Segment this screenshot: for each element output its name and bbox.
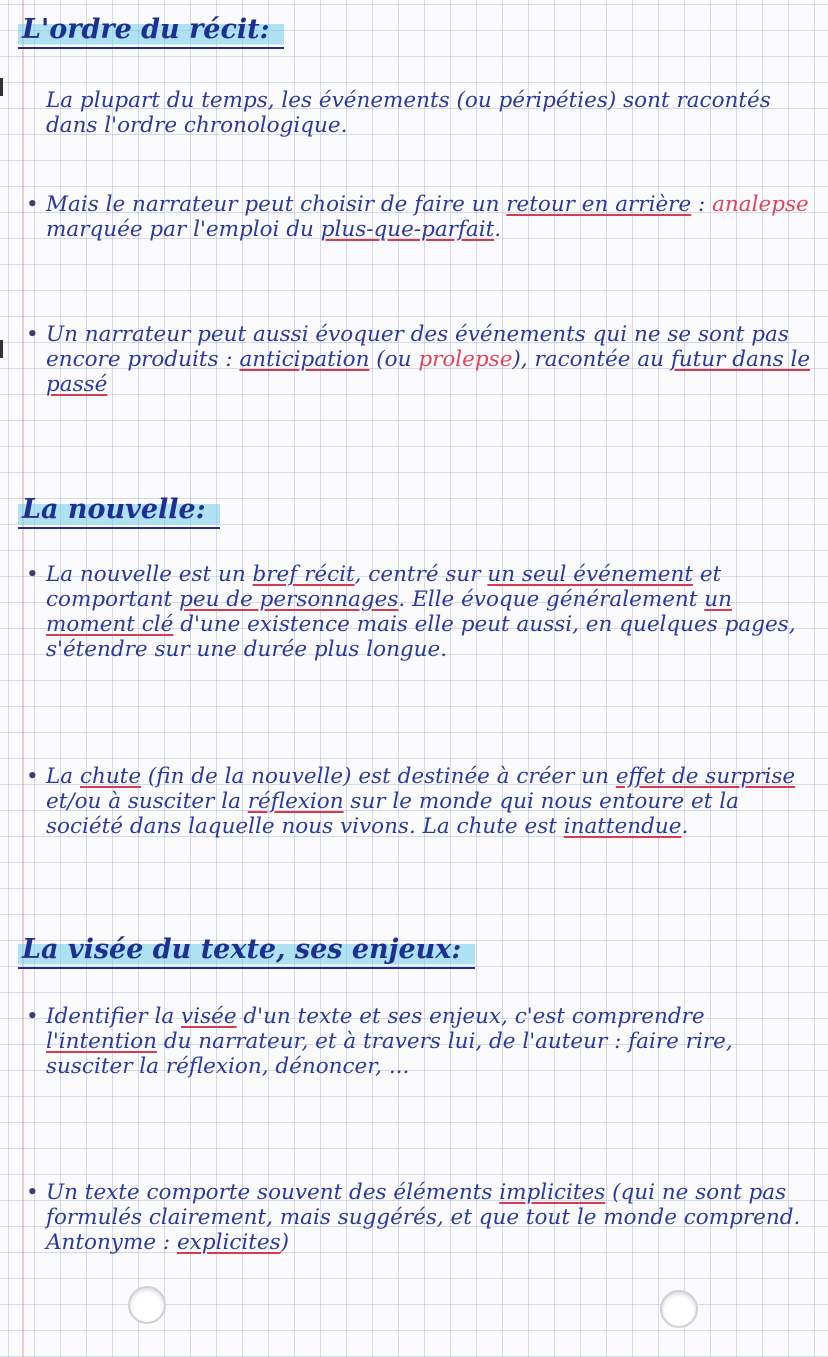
bullet-implicite: • Un texte comporte souvent des éléments implicites (qui ne sont pas formulés clairement, mais suggérés, et que tout le monde comprend. Antonyme : explicites) — [26, 1180, 801, 1255]
heading-ordre-du-recit: L'ordre du récit: — [18, 14, 284, 49]
bullet-chronologie: La plupart du temps, les événements (ou péripéties) sont racontés dans l'ordre chronologique. — [46, 88, 771, 138]
bullet-dot: • — [26, 562, 39, 587]
bullet-visee: • Identifier la visée d'un texte et ses enjeux, c'est comprendre l'intention du narrateur, et à travers lui, de l'auteur : faire rire, susciter la réflexion, dénoncer, ... — [26, 1004, 733, 1079]
bullet-prolepse: • Un narrateur peut aussi évoquer des événements qui ne se sont pas encore produits : anticipation (ou prolepse), racontée au futur dans le passé — [26, 322, 811, 397]
heading-visee-du-texte: La visée du texte, ses enjeux: — [18, 934, 475, 969]
bullet-dot: • — [26, 1180, 39, 1205]
margin-mark — [0, 78, 3, 96]
bullet-dot: • — [26, 1004, 39, 1029]
bullet-analepse: • Mais le narrateur peut choisir de faire un retour en arrière : analepse marquée par l'emploi du plus-que-parfait. — [26, 192, 809, 242]
bullet-definition-nouvelle: • La nouvelle est un bref récit, centré sur un seul événement et comportant peu de personnages. Elle évoque généralement un moment clé d'une existence mais elle peut aussi, en quelques pages, s'étendre sur une durée plus longue. — [26, 562, 796, 662]
binder-hole — [660, 1290, 698, 1328]
notes-page — [18, 0, 818, 1357]
margin-mark — [0, 340, 3, 358]
bullet-chute: • La chute (fin de la nouvelle) est destinée à créer un effet de surprise et/ou à susciter la réflexion sur le monde qui nous entoure et la société dans laquelle nous vivons. La chute est inattendue. — [26, 764, 796, 839]
bullet-dot: • — [26, 192, 39, 217]
heading-la-nouvelle: La nouvelle: — [18, 494, 220, 529]
binder-hole — [128, 1286, 166, 1324]
bullet-dot: • — [26, 764, 39, 789]
bullet-dot: • — [26, 322, 39, 347]
